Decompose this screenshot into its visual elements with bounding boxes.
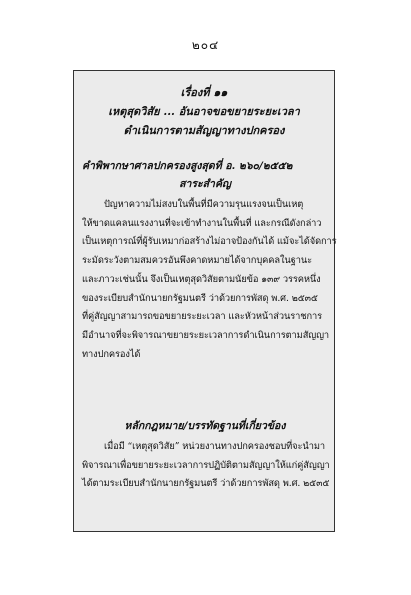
ruling-line: มีอำนาจที่จะพิจารณาขยายระยะเวลาการดำเนินการตามสัญญา xyxy=(82,329,330,341)
ruling-line: ของระเบียบสำนักนายกรัฐมนตรี ว่าด้วยการพัสดุ พ.ศ. ๒๕๓๕ xyxy=(82,292,318,304)
legal-principle-text xyxy=(82,438,328,494)
ruling-line: ปัญหาความไม่สงบในพื้นที่มีความรุนแรงจนเป็นเหตุ xyxy=(104,199,304,210)
page-number: ๒๐๔ xyxy=(191,38,220,52)
legal-principle-line: เมื่อมี “เหตุสุดวิสัย” หน่วยงานทางปกครองชอบที่จะนำมา xyxy=(104,441,326,452)
case-title-block xyxy=(74,83,334,140)
case-title-line-1: เหตุสุดวิสัย ... อันอาจขอขยายระยะเวลา xyxy=(108,105,300,118)
ruling-heading: คำพิพากษาศาลปกครองสูงสุดที่ อ. ๒๖๐/๒๕๕๒ xyxy=(82,160,293,172)
case-summary-box xyxy=(73,70,335,532)
ruling-section xyxy=(82,157,337,364)
legal-principle-section xyxy=(82,417,328,494)
ruling-line: เป็นเหตุการณ์ที่ผู้รับเหมาก่อสร้างไม่อาจป้องกันได้ แม้จะได้จัดการ xyxy=(82,236,337,248)
ruling-line: ระมัดระวังตามสมควรอันพึงคาดหมายได้จากบุคคลในฐานะ xyxy=(82,255,312,267)
legal-principle-line: พิจารณาเพื่อขยายระยะเวลาการปฏิบัติตามสัญญาให้แก่คู่สัญญา xyxy=(82,459,330,471)
legal-principle-line: ได้ตามระเบียบสำนักนายกรัฐมนตรี ว่าด้วยการพัสดุ พ.ศ. ๒๕๓๕ xyxy=(82,478,330,490)
legal-principle-heading: หลักกฎหมาย/บรรทัดฐานที่เกี่ยวข้อง xyxy=(124,420,286,432)
summary-heading: สาระสำคัญ xyxy=(179,178,231,190)
ruling-line: ที่คู่สัญญาสามารถขอขยายระยะเวลา และหัวหน้าส่วนราชการ xyxy=(82,311,323,323)
ruling-line: และภาวะเช่นนั้น จึงเป็นเหตุสุดวิสัยตามนัยข้อ ๑๓๙ วรรคหนึ่ง xyxy=(82,273,321,285)
ruling-summary-text xyxy=(82,196,337,364)
case-number-title: เรื่องที่ ๑๑ xyxy=(180,86,228,99)
ruling-line: ให้ขาดแคลนแรงงานที่จะเข้าทำงานในพื้นที่ และกรณีดังกล่าว xyxy=(82,217,322,229)
ruling-line: ทางปกครองได้ xyxy=(82,348,141,360)
case-title-line-2: ดำเนินการตามสัญญาทางปกครอง xyxy=(123,124,285,137)
